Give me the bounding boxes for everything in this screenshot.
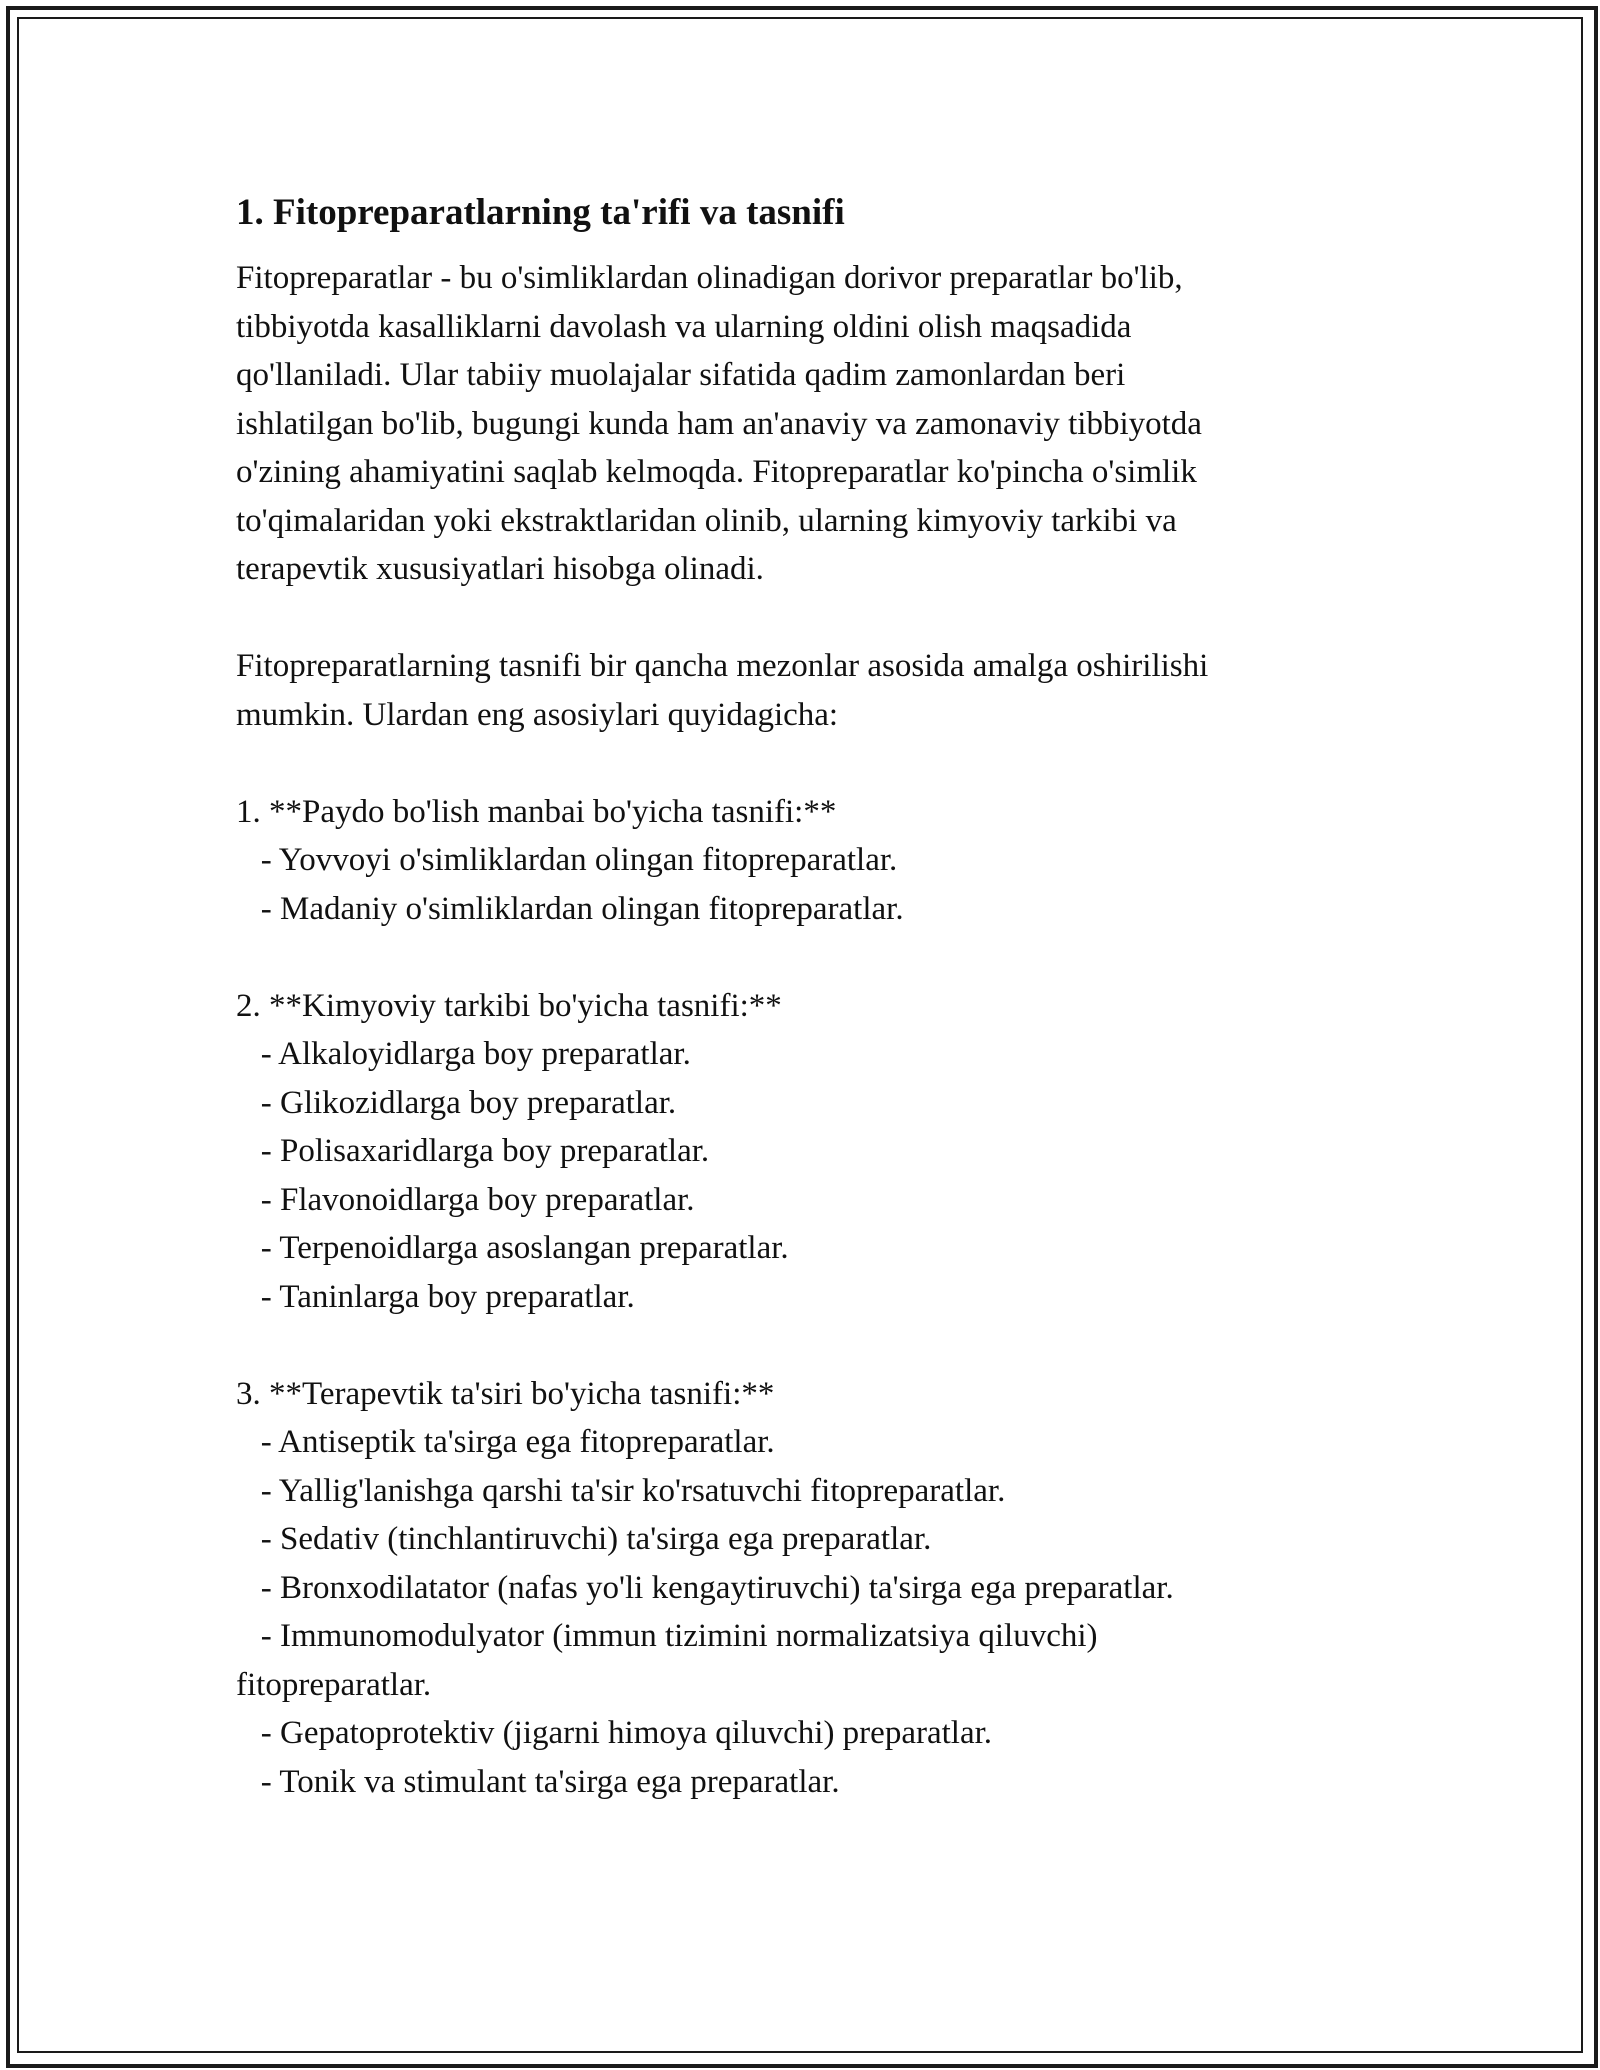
intro-line: ishlatilgan bo'lib, bugungi kunda ham an'anaviy va zamonaviy tibbiyotda — [236, 405, 1202, 442]
list-item: - Tonik va stimulant ta'sirga ega preparatlar. — [236, 1763, 840, 1800]
classification-section-3 — [236, 1370, 1376, 1807]
list-item: - Sedativ (tinchlantiruvchi) ta'sirga ega preparatlar. — [236, 1521, 932, 1557]
spacer — [236, 1321, 1376, 1370]
section-1-title: 1. **Paydo bo'lish manbai bo'yicha tasnifi:** — [236, 793, 837, 830]
section-heading: 1. Fitopreparatlarning ta'rifi va tasnifi — [236, 192, 845, 233]
list-item: - Yallig'lanishga qarshi ta'sir ko'rsatuvchi fitopreparatlar. — [236, 1472, 1006, 1509]
list-item: - Antiseptik ta'sirga ega fitopreparatlar. — [236, 1424, 775, 1460]
list-item: - Gepatoprotektiv (jigarni himoya qiluvchi) preparatlar. — [236, 1715, 993, 1751]
list-item: - Taninlarga boy preparatlar. — [236, 1278, 635, 1315]
list-item: fitopreparatlar. — [236, 1666, 432, 1703]
classification-section-1 — [236, 788, 1376, 934]
spacer — [236, 933, 1376, 982]
list-item: - Terpenoidlarga asoslangan preparatlar. — [236, 1230, 789, 1266]
section-2-title: 2. **Kimyoviy tarkibi bo'yicha tasnifi:** — [236, 987, 782, 1024]
list-item: - Flavonoidlarga boy preparatlar. — [236, 1181, 695, 1218]
list-item: - Polisaxaridlarga boy preparatlar. — [236, 1133, 710, 1169]
intro-paragraph — [236, 254, 1376, 594]
spacer — [236, 594, 1376, 643]
intro-line: o'zining ahamiyatini saqlab kelmoqda. Fitopreparatlar ko'pincha o'simlik — [236, 454, 1197, 490]
section-3-title: 3. **Terapevtik ta'siri bo'yicha tasnifi:** — [236, 1375, 775, 1412]
list-item: - Bronxodilatator (nafas yo'li kengaytiruvchi) ta'sirga ega preparatlar. — [236, 1569, 1174, 1606]
list-item: - Glikozidlarga boy preparatlar. — [236, 1084, 677, 1121]
intro-line: qo'llaniladi. Ular tabiiy muolajalar sifatida qadim zamonlardan beri — [236, 357, 1126, 393]
intro-line: tibbiyotda kasalliklarni davolash va ularning oldini olish maqsadida — [236, 308, 1132, 345]
intro-line: terapevtik xususiyatlari hisobga olinadi. — [236, 551, 764, 587]
intro-line: Fitopreparatlar - bu o'simliklardan olinadigan dorivor preparatlar bo'lib, — [236, 260, 1183, 296]
list-item: - Alkaloyidlarga boy preparatlar. — [236, 1036, 691, 1072]
classification-section-2 — [236, 982, 1376, 1322]
classification-intro-line: mumkin. Ulardan eng asosiylari quyidagicha: — [236, 696, 839, 733]
classification-intro-paragraph — [236, 642, 1376, 739]
list-item: - Immunomodulyator (immun tizimini normalizatsiya qiluvchi) — [236, 1618, 1098, 1654]
list-item: - Yovvoyi o'simliklardan olingan fitopreparatlar. — [236, 842, 898, 878]
spacer — [236, 739, 1376, 788]
intro-line: to'qimalaridan yoki ekstraktlaridan olinib, ularning kimyoviy tarkibi va — [236, 502, 1177, 539]
list-item: - Madaniy o'simliklardan olingan fitopreparatlar. — [236, 890, 904, 927]
classification-intro-line: Fitopreparatlarning tasnifi bir qancha mezonlar asosida amalga oshirilishi — [236, 648, 1209, 684]
document-body — [236, 188, 1376, 1806]
